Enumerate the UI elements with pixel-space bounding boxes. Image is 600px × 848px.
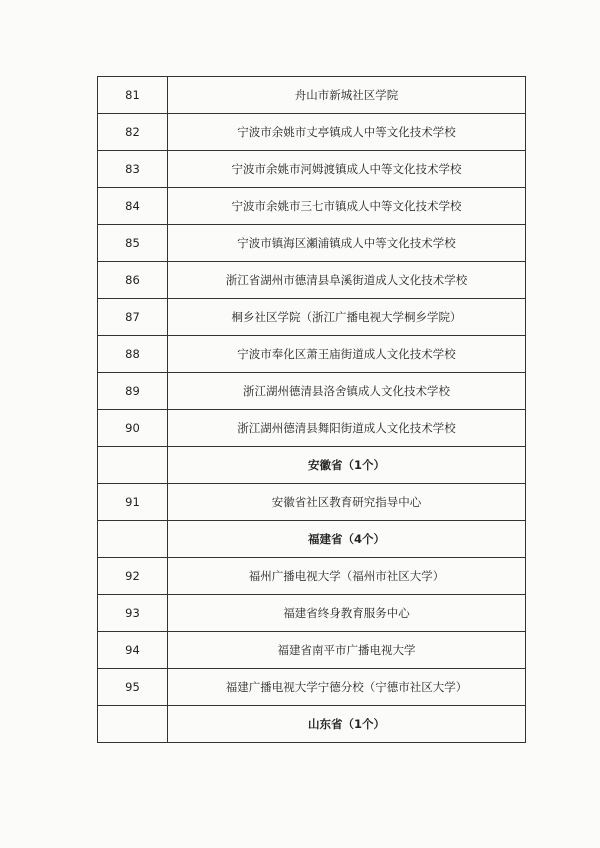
table-row (98, 595, 526, 632)
row-number: 82 (98, 114, 168, 151)
table-row (98, 484, 526, 521)
row-number: 85 (98, 225, 168, 262)
institution-name: 安徽省社区教育研究指导中心 (168, 484, 526, 521)
province-heading: 福建省（4个） (168, 521, 526, 558)
institution-name: 桐乡社区学院（浙江广播电视大学桐乡学院） (168, 299, 526, 336)
table-row (98, 188, 526, 225)
row-number: 88 (98, 336, 168, 373)
province-heading: 山东省（1个） (168, 706, 526, 743)
institution-name: 福州广播电视大学（福州市社区大学） (168, 558, 526, 595)
institution-name: 福建省终身教育服务中心 (168, 595, 526, 632)
institution-name: 舟山市新城社区学院 (168, 77, 526, 114)
row-number: 91 (98, 484, 168, 521)
province-header-row (98, 521, 526, 558)
institution-name: 浙江湖州德清县洛舍镇成人文化技术学校 (168, 373, 526, 410)
province-heading: 安徽省（1个） (168, 447, 526, 484)
institution-name: 宁波市奉化区萧王庙街道成人文化技术学校 (168, 336, 526, 373)
row-number: 93 (98, 595, 168, 632)
row-number: 95 (98, 669, 168, 706)
table-row (98, 225, 526, 262)
row-number: 89 (98, 373, 168, 410)
table-row (98, 114, 526, 151)
table-row (98, 669, 526, 706)
table-body (98, 77, 526, 743)
table-row (98, 410, 526, 447)
institution-name: 宁波市镇海区瀬浦镇成人中等文化技术学校 (168, 225, 526, 262)
province-header-row (98, 447, 526, 484)
table-row (98, 262, 526, 299)
institution-name: 宁波市余姚市丈亭镇成人中等文化技术学校 (168, 114, 526, 151)
row-number: 81 (98, 77, 168, 114)
table-row (98, 77, 526, 114)
table-row (98, 632, 526, 669)
row-number: 83 (98, 151, 168, 188)
table-row (98, 151, 526, 188)
row-number: 84 (98, 188, 168, 225)
row-number: 86 (98, 262, 168, 299)
row-number: 87 (98, 299, 168, 336)
institution-table (97, 76, 526, 743)
row-number (98, 521, 168, 558)
table-row (98, 299, 526, 336)
table-row (98, 373, 526, 410)
table-row (98, 558, 526, 595)
row-number: 94 (98, 632, 168, 669)
institution-name: 福建省南平市广播电视大学 (168, 632, 526, 669)
row-number (98, 706, 168, 743)
institution-name: 浙江湖州德清县舞阳街道成人文化技术学校 (168, 410, 526, 447)
row-number: 90 (98, 410, 168, 447)
institution-name: 宁波市余姚市河姆渡镇成人中等文化技术学校 (168, 151, 526, 188)
row-number: 92 (98, 558, 168, 595)
province-header-row (98, 706, 526, 743)
table-row (98, 336, 526, 373)
institution-name: 宁波市余姚市三七市镇成人中等文化技术学校 (168, 188, 526, 225)
institution-name: 浙江省湖州市德清县阜溪街道成人文化技术学校 (168, 262, 526, 299)
institution-name: 福建广播电视大学宁德分校（宁德市社区大学） (168, 669, 526, 706)
row-number (98, 447, 168, 484)
